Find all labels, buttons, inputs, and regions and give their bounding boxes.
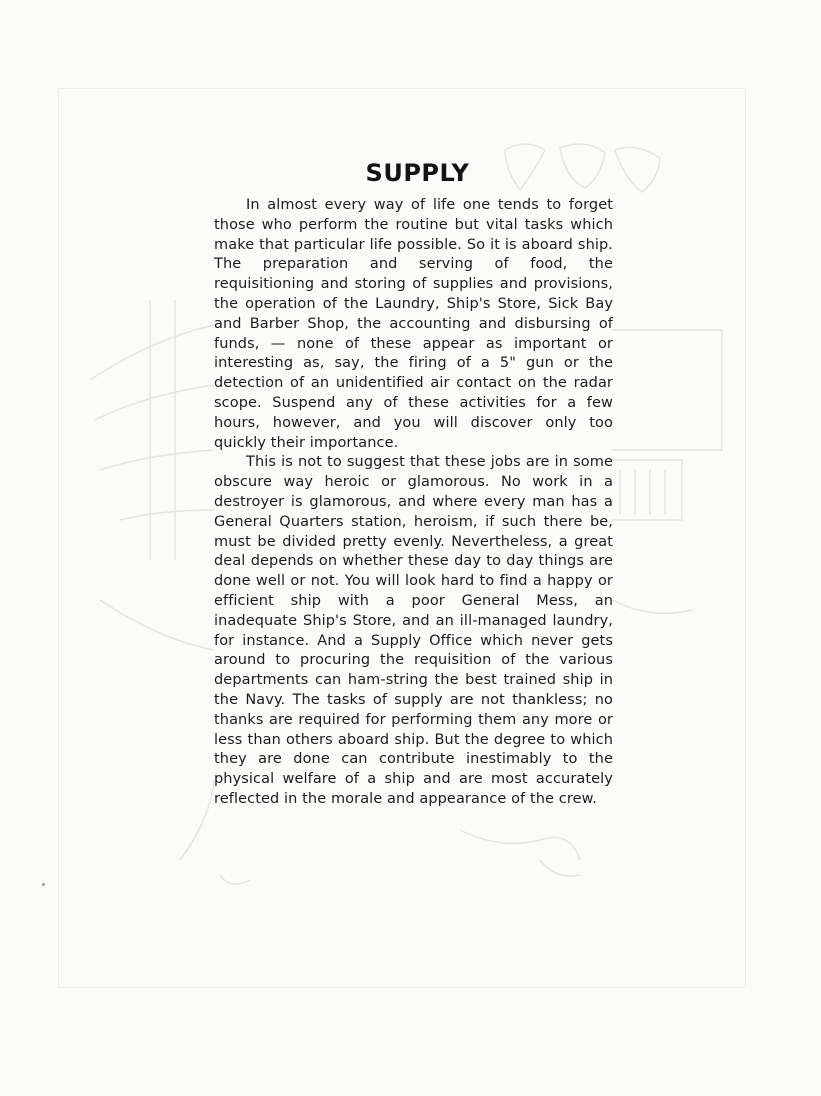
paragraph: In almost every way of life one tends to forget those who perform the routine but vital tasks which make that particular life possible. So it is aboard ship. The preparation and serving of food, the requisitioning and storing of supplies and provisions, the operation of the Laundry, Ship's Store, Sick Bay and Barber Shop, the accounting and disbursing of funds, — none of these appear as important or interesting as, say, the firing of a 5" gun or the detection of an unidentified air contact on the radar scope. Suspend any of these activities for a few hours, however, and you will discover only too quickly their importance. (214, 197, 613, 451)
page-title: SUPPLY (365, 159, 470, 187)
article (214, 150, 613, 810)
dust-speck (42, 883, 45, 886)
article-body (214, 196, 613, 810)
paragraph: This is not to suggest that these jobs are in some obscure way heroic or glamorous. No work in a destroyer is glamorous, and where every man has a General Quarters station, heroism, if such there be, must be divided pretty evenly. Nevertheless, a great deal depends on whether these day to day things are done well or not. You will look hard to find a happy or efficient ship with a poor General Mess, an inadequate Ship's Store, and an ill-managed laundry, for instance. And a Supply Office which never gets around to procuring the requisition of the various departments can ham-string the best trained ship in the Navy. The tasks of supply are not thankless; no thanks are required for performing them any more or less than others aboard ship. But the degree to which they are done can contribute inestimably to the physical welfare of a ship and are most accurately reflected in the morale and appearance of the crew. (214, 454, 613, 807)
